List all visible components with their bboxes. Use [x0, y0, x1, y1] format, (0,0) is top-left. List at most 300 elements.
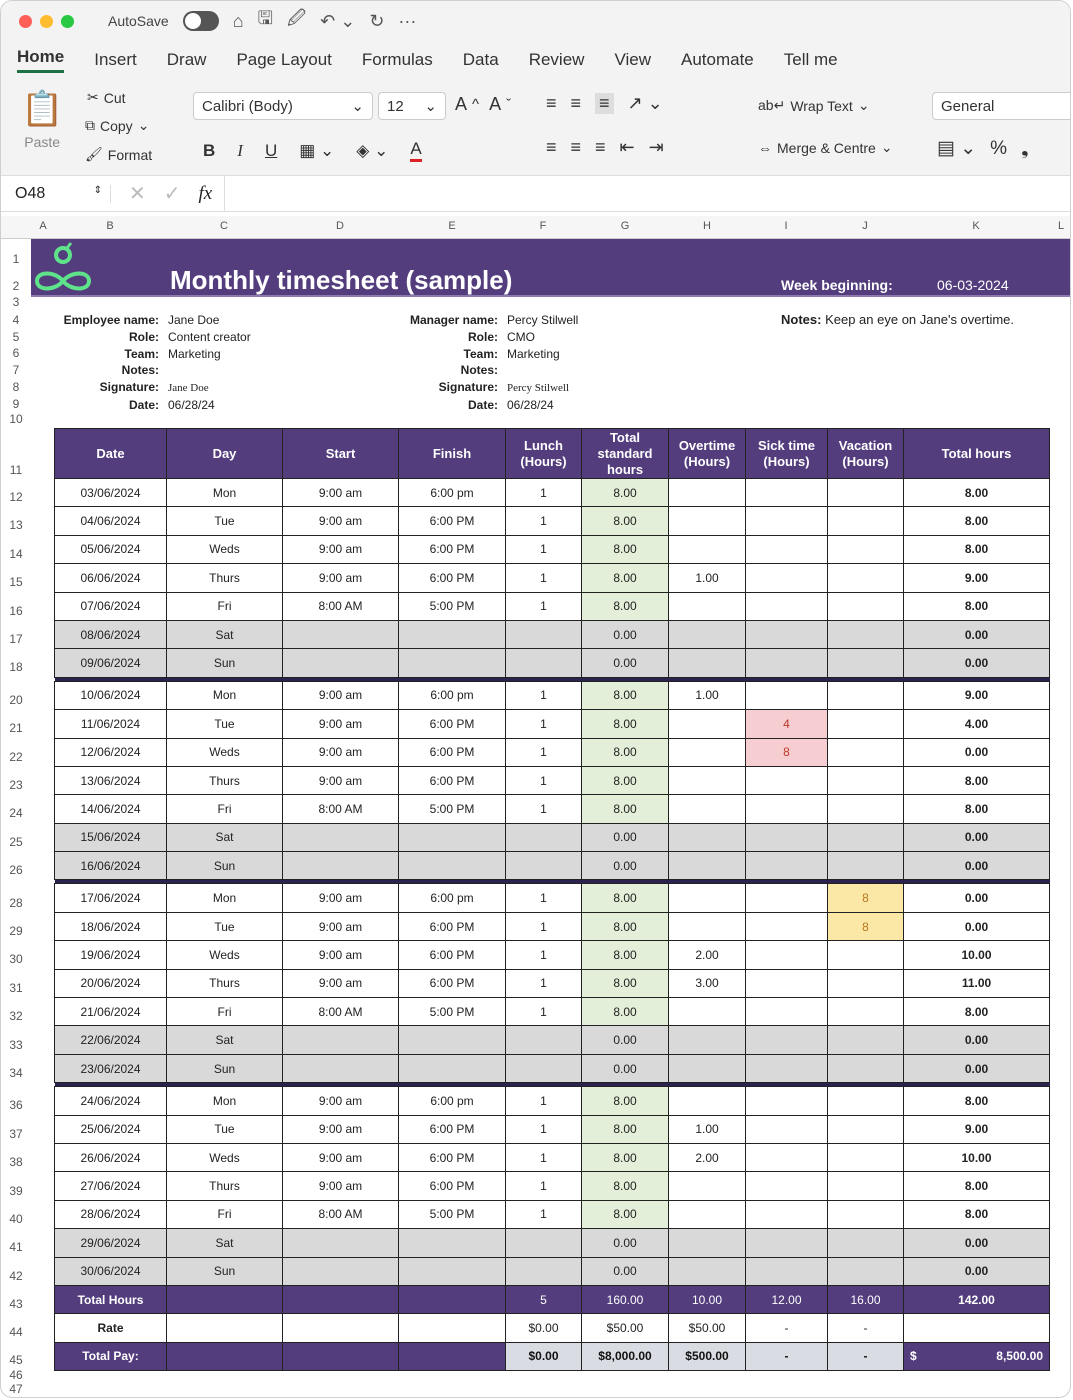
row-header-28[interactable]: 28 [9, 895, 23, 910]
overtime-cell[interactable] [669, 1200, 746, 1228]
standard-hours-cell[interactable]: 8.00 [582, 998, 669, 1026]
vacation-cell[interactable] [828, 823, 904, 851]
lunch-cell[interactable] [506, 1054, 582, 1082]
sick-time-cell[interactable] [746, 823, 828, 851]
finish-cell[interactable]: 6:00 PM [399, 535, 506, 563]
day-cell[interactable]: Fri [167, 1200, 283, 1228]
increase-indent-icon[interactable]: ⇥ [648, 137, 664, 157]
column-header-I[interactable]: I [784, 220, 788, 232]
total-hours-cell[interactable]: 11.00 [904, 969, 1050, 997]
sick-time-cell[interactable] [746, 941, 828, 969]
vacation-cell[interactable]: 8 [828, 884, 904, 912]
total-hours-cell[interactable]: 8.00 [904, 795, 1050, 823]
start-cell[interactable] [283, 1054, 399, 1082]
total-pay-value[interactable]: - [746, 1342, 828, 1370]
italic-button[interactable]: I [237, 140, 243, 160]
vacation-cell[interactable] [828, 564, 904, 592]
date-cell[interactable]: 23/06/2024 [55, 1054, 167, 1082]
total-hours-cell[interactable]: 8.00 [904, 1087, 1050, 1115]
date-cell[interactable]: 25/06/2024 [55, 1115, 167, 1143]
total-hours-cell[interactable]: 8.00 [904, 1172, 1050, 1200]
day-cell[interactable]: Fri [167, 795, 283, 823]
rate-value[interactable]: - [828, 1314, 904, 1342]
sick-time-cell[interactable] [746, 912, 828, 940]
start-cell[interactable]: 8:00 AM [283, 795, 399, 823]
day-cell[interactable]: Weds [167, 941, 283, 969]
total-hours-value[interactable]: 142.00 [904, 1285, 1050, 1313]
tab-review[interactable]: Review [528, 50, 585, 69]
overtime-cell[interactable] [669, 795, 746, 823]
cut-button[interactable] [87, 89, 126, 106]
sick-time-cell[interactable] [746, 852, 828, 880]
vacation-cell[interactable] [828, 649, 904, 677]
date-cell[interactable]: 05/06/2024 [55, 535, 167, 563]
column-header-B[interactable]: B [106, 220, 114, 232]
overtime-cell[interactable] [669, 649, 746, 677]
minimize-window-button[interactable] [40, 15, 53, 28]
total-hours-value[interactable]: 10.00 [669, 1285, 746, 1313]
sick-time-cell[interactable] [746, 649, 828, 677]
standard-hours-cell[interactable]: 8.00 [582, 941, 669, 969]
total-hours-cell[interactable]: 0.00 [904, 1229, 1050, 1257]
finish-cell[interactable]: 5:00 PM [399, 1200, 506, 1228]
standard-hours-cell[interactable]: 8.00 [582, 710, 669, 738]
lunch-cell[interactable]: 1 [506, 738, 582, 766]
date-cell[interactable]: 27/06/2024 [55, 1172, 167, 1200]
vacation-cell[interactable] [828, 535, 904, 563]
lunch-cell[interactable] [506, 823, 582, 851]
day-cell[interactable]: Sun [167, 852, 283, 880]
align-top-icon[interactable]: ≡ [546, 93, 557, 113]
lunch-cell[interactable]: 1 [506, 564, 582, 592]
overtime-cell[interactable] [669, 852, 746, 880]
sick-time-cell[interactable] [746, 681, 828, 709]
vacation-cell[interactable] [828, 795, 904, 823]
row-header-6[interactable]: 6 [12, 346, 20, 360]
start-cell[interactable]: 9:00 am [283, 941, 399, 969]
date-cell[interactable]: 29/06/2024 [55, 1229, 167, 1257]
vacation-cell[interactable] [828, 1172, 904, 1200]
day-cell[interactable]: Fri [167, 998, 283, 1026]
sick-time-cell[interactable] [746, 884, 828, 912]
row-header-40[interactable]: 40 [9, 1212, 23, 1226]
enter-icon[interactable]: ✓ [163, 183, 181, 205]
overtime-cell[interactable] [669, 479, 746, 507]
day-cell[interactable]: Weds [167, 1143, 283, 1171]
vacation-cell[interactable] [828, 1054, 904, 1082]
row-header-1[interactable]: 1 [12, 252, 20, 266]
underline-button[interactable]: U [264, 140, 278, 160]
day-cell[interactable]: Mon [167, 1087, 283, 1115]
finish-cell[interactable]: 6:00 PM [399, 766, 506, 794]
sick-time-cell[interactable] [746, 535, 828, 563]
day-cell[interactable]: Tue [167, 912, 283, 940]
total-hours-cell[interactable]: 0.00 [904, 620, 1050, 648]
overtime-cell[interactable] [669, 1026, 746, 1054]
vacation-cell[interactable] [828, 592, 904, 620]
row-header-38[interactable]: 38 [9, 1155, 23, 1170]
start-cell[interactable] [283, 1257, 399, 1285]
day-cell[interactable]: Weds [167, 738, 283, 766]
date-cell[interactable]: 19/06/2024 [55, 941, 167, 969]
overtime-cell[interactable] [669, 507, 746, 535]
standard-hours-cell[interactable]: 0.00 [582, 1026, 669, 1054]
save-as-icon[interactable]: 🖉 [286, 8, 307, 28]
row-header-41[interactable]: 41 [9, 1240, 23, 1255]
date-cell[interactable]: 18/06/2024 [55, 912, 167, 940]
day-cell[interactable]: Sun [167, 1257, 283, 1285]
column-header-E[interactable]: E [448, 220, 456, 232]
total-hours-cell[interactable]: 9.00 [904, 1115, 1050, 1143]
day-cell[interactable]: Tue [167, 1115, 283, 1143]
total-hours-cell[interactable]: 8.00 [904, 998, 1050, 1026]
format-painter-button[interactable] [85, 146, 152, 163]
day-cell[interactable]: Sat [167, 1026, 283, 1054]
start-cell[interactable]: 9:00 am [283, 479, 399, 507]
finish-cell[interactable] [399, 1229, 506, 1257]
date-cell[interactable]: 15/06/2024 [55, 823, 167, 851]
date-cell[interactable]: 14/06/2024 [55, 795, 167, 823]
day-cell[interactable]: Thurs [167, 1172, 283, 1200]
day-cell[interactable]: Sat [167, 620, 283, 648]
sick-time-cell[interactable] [746, 1257, 828, 1285]
alignment-bottom[interactable] [546, 137, 664, 158]
comma-style-icon[interactable]: ❟ [1021, 137, 1029, 159]
day-cell[interactable]: Tue [167, 507, 283, 535]
copy-button[interactable]: ⧉ Copy ⌄ [85, 117, 150, 134]
row-header-8[interactable]: 8 [12, 380, 20, 394]
standard-hours-cell[interactable]: 8.00 [582, 592, 669, 620]
row-header-24[interactable]: 24 [9, 806, 23, 821]
sick-time-cell[interactable] [746, 620, 828, 648]
row-header-21[interactable]: 21 [9, 721, 23, 736]
standard-hours-cell[interactable]: 8.00 [582, 884, 669, 912]
date-cell[interactable]: 06/06/2024 [55, 564, 167, 592]
lunch-cell[interactable] [506, 649, 582, 677]
total-hours-cell[interactable]: 0.00 [904, 1054, 1050, 1082]
standard-hours-cell[interactable]: 8.00 [582, 681, 669, 709]
row-header-18[interactable]: 18 [9, 660, 23, 675]
orientation-icon[interactable]: ↗ ⌄ [627, 93, 663, 113]
day-cell[interactable]: Sat [167, 1229, 283, 1257]
lunch-cell[interactable] [506, 1026, 582, 1054]
row-header-31[interactable]: 31 [9, 980, 23, 995]
day-cell[interactable]: Mon [167, 884, 283, 912]
overtime-cell[interactable]: 1.00 [669, 1115, 746, 1143]
standard-hours-cell[interactable]: 8.00 [582, 1115, 669, 1143]
finish-cell[interactable]: 6:00 PM [399, 564, 506, 592]
total-hours-cell[interactable]: 0.00 [904, 912, 1050, 940]
finish-cell[interactable] [399, 649, 506, 677]
finish-cell[interactable]: 6:00 PM [399, 1172, 506, 1200]
vacation-cell[interactable] [828, 681, 904, 709]
finish-cell[interactable]: 6:00 pm [399, 1087, 506, 1115]
date-cell[interactable]: 04/06/2024 [55, 507, 167, 535]
empty-cell[interactable] [167, 1285, 283, 1313]
tab-page-layout[interactable]: Page Layout [236, 50, 332, 69]
row-header-2[interactable]: 2 [12, 279, 20, 293]
row-header-36[interactable]: 36 [9, 1098, 23, 1113]
column-header-G[interactable]: G [620, 220, 630, 232]
date-cell[interactable]: 21/06/2024 [55, 998, 167, 1026]
overtime-cell[interactable] [669, 535, 746, 563]
start-cell[interactable]: 8:00 AM [283, 998, 399, 1026]
name-box[interactable]: O48 ⇕ [1, 185, 111, 203]
standard-hours-cell[interactable]: 8.00 [582, 1200, 669, 1228]
font-color-icon[interactable]: A [410, 139, 421, 162]
sick-time-cell[interactable] [746, 592, 828, 620]
row-header-29[interactable]: 29 [9, 924, 23, 938]
lunch-cell[interactable]: 1 [506, 681, 582, 709]
total-hours-cell[interactable]: 8.00 [904, 479, 1050, 507]
day-cell[interactable]: Sun [167, 649, 283, 677]
standard-hours-cell[interactable]: 8.00 [582, 479, 669, 507]
lunch-cell[interactable]: 1 [506, 969, 582, 997]
overtime-cell[interactable]: 1.00 [669, 564, 746, 592]
total-hours-cell[interactable]: 8.00 [904, 766, 1050, 794]
lunch-cell[interactable]: 1 [506, 479, 582, 507]
lunch-cell[interactable]: 1 [506, 1172, 582, 1200]
lunch-cell[interactable]: 1 [506, 912, 582, 940]
align-right-icon[interactable]: ≡ [595, 137, 606, 157]
row-header-47[interactable]: 47 [9, 1382, 23, 1396]
standard-hours-cell[interactable]: 0.00 [582, 649, 669, 677]
standard-hours-cell[interactable]: 0.00 [582, 620, 669, 648]
vacation-cell[interactable] [828, 969, 904, 997]
vacation-cell[interactable] [828, 1115, 904, 1143]
start-cell[interactable] [283, 852, 399, 880]
date-cell[interactable]: 16/06/2024 [55, 852, 167, 880]
finish-cell[interactable]: 6:00 pm [399, 681, 506, 709]
finish-cell[interactable]: 6:00 PM [399, 1143, 506, 1171]
formula-input[interactable] [224, 176, 1070, 211]
date-cell[interactable]: 03/06/2024 [55, 479, 167, 507]
vacation-cell[interactable] [828, 941, 904, 969]
row-header-32[interactable]: 32 [9, 1009, 23, 1024]
vacation-cell[interactable] [828, 1026, 904, 1054]
rate-value[interactable]: $50.00 [582, 1314, 669, 1342]
date-cell[interactable]: 13/06/2024 [55, 766, 167, 794]
column-header-C[interactable]: C [220, 220, 228, 232]
lunch-cell[interactable]: 1 [506, 710, 582, 738]
vacation-cell[interactable] [828, 998, 904, 1026]
date-cell[interactable]: 26/06/2024 [55, 1143, 167, 1171]
lunch-cell[interactable] [506, 1229, 582, 1257]
column-header-K[interactable]: K [972, 220, 980, 232]
finish-cell[interactable]: 6:00 PM [399, 710, 506, 738]
row-header-10[interactable]: 10 [9, 412, 23, 426]
finish-cell[interactable]: 6:00 PM [399, 941, 506, 969]
standard-hours-cell[interactable]: 0.00 [582, 823, 669, 851]
column-header-L[interactable]: L [1057, 220, 1065, 232]
vacation-cell[interactable] [828, 1143, 904, 1171]
vacation-cell[interactable] [828, 1229, 904, 1257]
sick-time-cell[interactable] [746, 507, 828, 535]
empty-cell[interactable] [283, 1314, 399, 1342]
start-cell[interactable]: 9:00 am [283, 1172, 399, 1200]
overtime-cell[interactable] [669, 738, 746, 766]
lunch-cell[interactable]: 1 [506, 1087, 582, 1115]
percent-icon[interactable]: % [990, 137, 1008, 159]
date-cell[interactable]: 09/06/2024 [55, 649, 167, 677]
standard-hours-cell[interactable]: 8.00 [582, 507, 669, 535]
save-icon[interactable]: 🖫 [257, 8, 273, 28]
finish-cell[interactable] [399, 1026, 506, 1054]
overtime-cell[interactable]: 2.00 [669, 941, 746, 969]
day-cell[interactable]: Mon [167, 681, 283, 709]
sick-time-cell[interactable] [746, 1200, 828, 1228]
home-icon[interactable]: ⌂ [232, 10, 244, 31]
day-cell[interactable]: Thurs [167, 969, 283, 997]
finish-cell[interactable] [399, 823, 506, 851]
row-header-45[interactable]: 45 [9, 1353, 23, 1367]
standard-hours-cell[interactable]: 8.00 [582, 1087, 669, 1115]
close-window-button[interactable] [19, 15, 32, 28]
standard-hours-cell[interactable]: 8.00 [582, 795, 669, 823]
total-hours-cell[interactable]: 8.00 [904, 507, 1050, 535]
function-icon[interactable]: fx [198, 182, 213, 204]
column-header-D[interactable]: D [336, 220, 344, 232]
vacation-cell[interactable] [828, 507, 904, 535]
finish-cell[interactable]: 5:00 PM [399, 592, 506, 620]
start-cell[interactable]: 9:00 am [283, 969, 399, 997]
row-header-14[interactable]: 14 [9, 546, 23, 561]
sick-time-cell[interactable] [746, 766, 828, 794]
tab-insert[interactable]: Insert [94, 50, 137, 69]
vacation-cell[interactable] [828, 766, 904, 794]
row-header-5[interactable]: 5 [12, 330, 20, 344]
start-cell[interactable] [283, 1026, 399, 1054]
total-hours-cell[interactable]: 9.00 [904, 681, 1050, 709]
overtime-cell[interactable] [669, 884, 746, 912]
overtime-cell[interactable] [669, 912, 746, 940]
empty-cell[interactable] [167, 1342, 283, 1370]
row-header-37[interactable]: 37 [9, 1126, 23, 1141]
row-header-23[interactable]: 23 [9, 778, 23, 792]
bold-button[interactable]: B [203, 140, 216, 160]
overtime-cell[interactable] [669, 823, 746, 851]
start-cell[interactable] [283, 649, 399, 677]
overtime-cell[interactable] [669, 1087, 746, 1115]
start-cell[interactable]: 9:00 am [283, 710, 399, 738]
start-cell[interactable]: 9:00 am [283, 507, 399, 535]
standard-hours-cell[interactable]: 8.00 [582, 766, 669, 794]
empty-cell[interactable] [399, 1285, 506, 1313]
fill-color-icon[interactable]: ◈ ⌄ [356, 140, 389, 160]
standard-hours-cell[interactable]: 0.00 [582, 852, 669, 880]
column-header-H[interactable]: H [703, 220, 711, 232]
finish-cell[interactable]: 6:00 PM [399, 1115, 506, 1143]
empty-cell[interactable] [399, 1342, 506, 1370]
row-header-34[interactable]: 34 [9, 1066, 23, 1080]
lunch-cell[interactable]: 1 [506, 592, 582, 620]
row-header-33[interactable]: 33 [9, 1037, 23, 1052]
date-cell[interactable]: 12/06/2024 [55, 738, 167, 766]
sick-time-cell[interactable] [746, 795, 828, 823]
standard-hours-cell[interactable]: 8.00 [582, 912, 669, 940]
total-hours-cell[interactable]: 8.00 [904, 592, 1050, 620]
overtime-cell[interactable]: 2.00 [669, 1143, 746, 1171]
row-header-44[interactable]: 44 [9, 1325, 23, 1339]
total-hours-cell[interactable]: 0.00 [904, 1257, 1050, 1285]
finish-cell[interactable]: 6:00 pm [399, 884, 506, 912]
standard-hours-cell[interactable]: 8.00 [582, 1143, 669, 1171]
standard-hours-cell[interactable]: 0.00 [582, 1229, 669, 1257]
empty-cell[interactable] [283, 1342, 399, 1370]
day-cell[interactable]: Mon [167, 479, 283, 507]
day-cell[interactable]: Sat [167, 823, 283, 851]
standard-hours-cell[interactable]: 8.00 [582, 969, 669, 997]
total-hours-cell[interactable]: 9.00 [904, 564, 1050, 592]
row-header-42[interactable]: 42 [9, 1268, 23, 1283]
row-header-39[interactable]: 39 [9, 1183, 23, 1198]
row-header-9[interactable]: 9 [12, 397, 20, 411]
total-hours-cell[interactable]: 8.00 [904, 1200, 1050, 1228]
empty-cell[interactable] [283, 1285, 399, 1313]
standard-hours-cell[interactable]: 8.00 [582, 738, 669, 766]
overtime-cell[interactable] [669, 998, 746, 1026]
align-center-icon[interactable]: ≡ [570, 137, 582, 157]
finish-cell[interactable]: 6:00 PM [399, 507, 506, 535]
date-cell[interactable]: 07/06/2024 [55, 592, 167, 620]
finish-cell[interactable] [399, 620, 506, 648]
lunch-cell[interactable]: 1 [506, 1200, 582, 1228]
finish-cell[interactable] [399, 1054, 506, 1082]
vacation-cell[interactable] [828, 852, 904, 880]
vacation-cell[interactable] [828, 1200, 904, 1228]
start-cell[interactable]: 9:00 am [283, 912, 399, 940]
overtime-cell[interactable]: 1.00 [669, 681, 746, 709]
tab-automate[interactable]: Automate [680, 50, 754, 69]
day-cell[interactable]: Tue [167, 710, 283, 738]
row-header-15[interactable]: 15 [9, 575, 23, 590]
finish-cell[interactable]: 6:00 pm [399, 479, 506, 507]
tab-data[interactable]: Data [462, 50, 499, 69]
start-cell[interactable]: 9:00 am [283, 564, 399, 592]
total-hours-cell[interactable]: 0.00 [904, 1026, 1050, 1054]
sick-time-cell[interactable] [746, 1229, 828, 1257]
alignment-top[interactable] [546, 93, 663, 114]
row-header-3[interactable]: 3 [12, 295, 20, 309]
row-header-12[interactable]: 12 [9, 490, 23, 504]
sick-time-cell[interactable] [746, 998, 828, 1026]
standard-hours-cell[interactable]: 8.00 [582, 535, 669, 563]
vacation-cell[interactable] [828, 1087, 904, 1115]
row-header-25[interactable]: 25 [9, 834, 23, 849]
total-hours-cell[interactable]: 0.00 [904, 884, 1050, 912]
column-header-F[interactable]: F [539, 220, 547, 232]
start-cell[interactable]: 9:00 am [283, 1143, 399, 1171]
overtime-cell[interactable] [669, 1257, 746, 1285]
date-cell[interactable]: 30/06/2024 [55, 1257, 167, 1285]
sick-time-cell[interactable] [746, 479, 828, 507]
start-cell[interactable] [283, 1229, 399, 1257]
total-hours-value[interactable]: 16.00 [828, 1285, 904, 1313]
borders-icon[interactable]: ▦ ⌄ [299, 140, 335, 160]
standard-hours-cell[interactable]: 0.00 [582, 1054, 669, 1082]
date-cell[interactable]: 11/06/2024 [55, 710, 167, 738]
start-cell[interactable]: 8:00 AM [283, 1200, 399, 1228]
total-pay-value[interactable]: $0.00 [506, 1342, 582, 1370]
total-pay-value[interactable]: $500.00 [669, 1342, 746, 1370]
align-middle-icon[interactable]: ≡ [570, 93, 582, 113]
overtime-cell[interactable] [669, 592, 746, 620]
date-cell[interactable]: 22/06/2024 [55, 1026, 167, 1054]
decrease-indent-icon[interactable]: ⇤ [619, 137, 635, 157]
start-cell[interactable]: 9:00 am [283, 1087, 399, 1115]
font-select[interactable]: Calibri (Body) ⌄ [193, 92, 373, 120]
tab-home[interactable]: Home [17, 47, 64, 73]
